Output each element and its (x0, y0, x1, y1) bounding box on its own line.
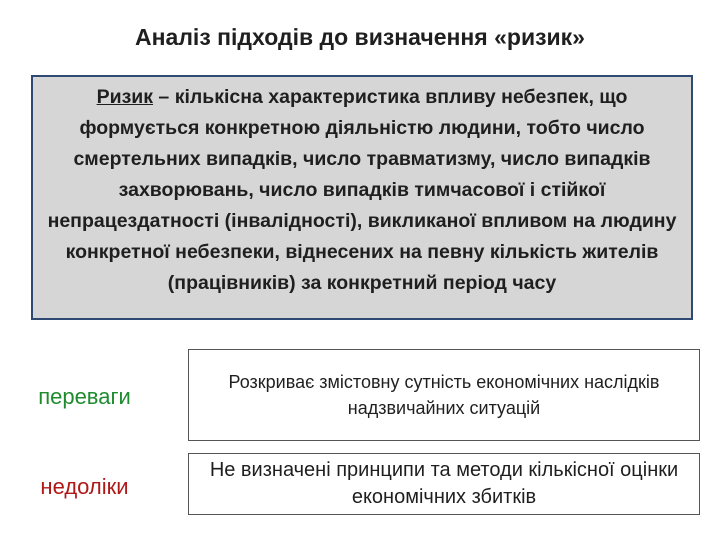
definition-text: – кількісна характеристика впливу небезпек, що формується конкретною діяльністю людини, тобто число смертельних випадків, число травматизму, число випадків захворювань, число випадків тимчасової і стійкої непрацездатності (інвалідності), викликаної впливом на людину конкретної небезпеки, віднесених на певну кількість жителів (працівників) за конкретний період часу (47, 86, 677, 294)
definition-term: Ризик (96, 86, 154, 108)
page-title: Аналіз підходів до визначення «ризик» (135, 24, 585, 50)
advantages-label: переваги (38, 384, 131, 409)
advantages-text: Розкриває змістовну сутність економічних наслідків надзвичайних ситуацій (228, 372, 660, 418)
disadvantages-text: Не визначені принципи та методи кількісної оцінки економічних збитків (209, 459, 679, 508)
disadvantages-label: недоліки (40, 474, 129, 499)
advantages-box (188, 349, 700, 441)
disadvantages-box (188, 453, 700, 515)
definition-box (31, 75, 693, 320)
